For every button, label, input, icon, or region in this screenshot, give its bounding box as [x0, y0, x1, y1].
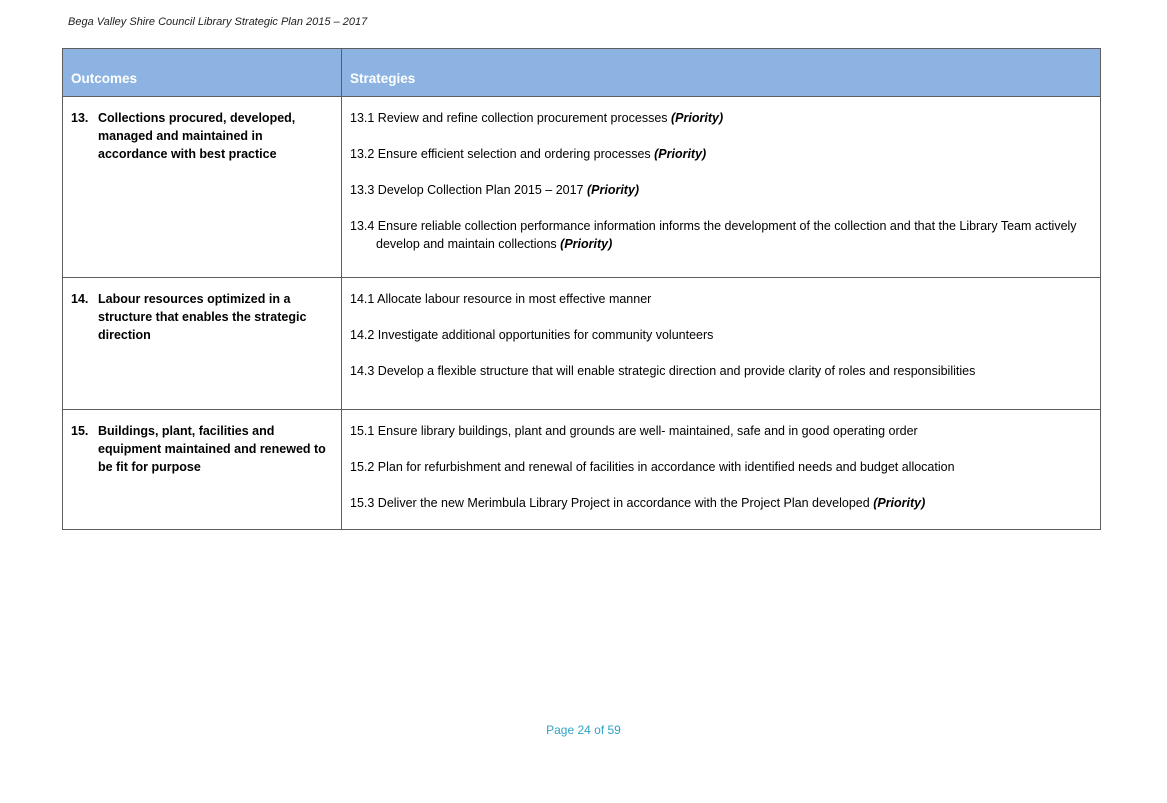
- outcome-cell: [63, 97, 342, 278]
- table-row: [63, 278, 1101, 410]
- priority-tag: (Priority): [671, 111, 724, 125]
- table-header-row: [63, 49, 1101, 97]
- strategic-plan-table: [62, 48, 1101, 530]
- strategies-cell: [342, 410, 1101, 530]
- strategy-item: [350, 109, 1092, 127]
- priority-tag: (Priority): [560, 237, 613, 251]
- strategy-text: 13.2 Ensure efficient selection and ordering processes: [350, 147, 655, 161]
- strategy-item: [350, 217, 1092, 253]
- strategy-text: 13.1 Review and refine collection procurement processes: [350, 111, 672, 125]
- strategy-item: [350, 422, 1092, 440]
- strategies-cell: [342, 97, 1101, 278]
- priority-tag: (Priority): [873, 496, 926, 510]
- strategy-item: [350, 181, 1092, 199]
- strategy-text: 15.1 Ensure library buildings, plant and grounds are well- maintained, safe and in good operating order: [350, 424, 918, 438]
- strategy-item: [350, 145, 1092, 163]
- outcome-cell: [63, 410, 342, 530]
- strategy-text: 15.3 Deliver the new Merimbula Library Project in accordance with the Project Plan developed: [350, 496, 874, 510]
- strategy-text: 14.2 Investigate additional opportunities for community volunteers: [350, 328, 714, 342]
- outcome-number: 14.: [71, 292, 89, 306]
- strategy-item: [350, 326, 1092, 344]
- strategies-column-label: Strategies: [350, 71, 416, 86]
- strategy-item: [350, 458, 1092, 476]
- strategy-text: 14.3 Develop a flexible structure that will enable strategic direction and provide clarity of roles and responsibilities: [350, 364, 976, 378]
- outcome-text: Collections procured, developed, managed and maintained in accordance with best practice: [98, 111, 296, 161]
- outcomes-column-header: [63, 49, 342, 97]
- outcomes-column-label: Outcomes: [71, 71, 138, 86]
- strategy-text: 14.1 Allocate labour resource in most effective manner: [350, 292, 652, 306]
- outcome-cell: [63, 278, 342, 410]
- strategy-text: 13.4 Ensure reliable collection performance information informs the development of the collection and that the Library Team actively develop and maintain collections: [350, 219, 1077, 251]
- page-number: Page 24 of 59: [546, 723, 621, 737]
- outcome-text: Labour resources optimized in a structure that enables the strategic direction: [98, 292, 307, 342]
- table-row: [63, 97, 1101, 278]
- strategies-cell: [342, 278, 1101, 410]
- strategy-item: [350, 290, 1092, 308]
- outcome-number: 13.: [71, 111, 89, 125]
- strategies-column-header: [342, 49, 1101, 97]
- strategy-text: 15.2 Plan for refurbishment and renewal of facilities in accordance with identified needs and budget allocation: [350, 460, 955, 474]
- outcome-number: 15.: [71, 424, 89, 438]
- strategy-item: [350, 362, 1092, 380]
- priority-tag: (Priority): [586, 183, 640, 197]
- priority-tag: (Priority): [654, 147, 707, 161]
- running-header: Bega Valley Shire Council Library Strategic Plan 2015 – 2017: [68, 16, 368, 28]
- strategy-item: [350, 494, 1092, 512]
- outcome-text: Buildings, plant, facilities and equipment maintained and renewed to be fit for purpose: [98, 424, 326, 474]
- table-row: [63, 410, 1101, 530]
- strategy-text: 13.3 Develop Collection Plan 2015 – 2017: [350, 183, 587, 197]
